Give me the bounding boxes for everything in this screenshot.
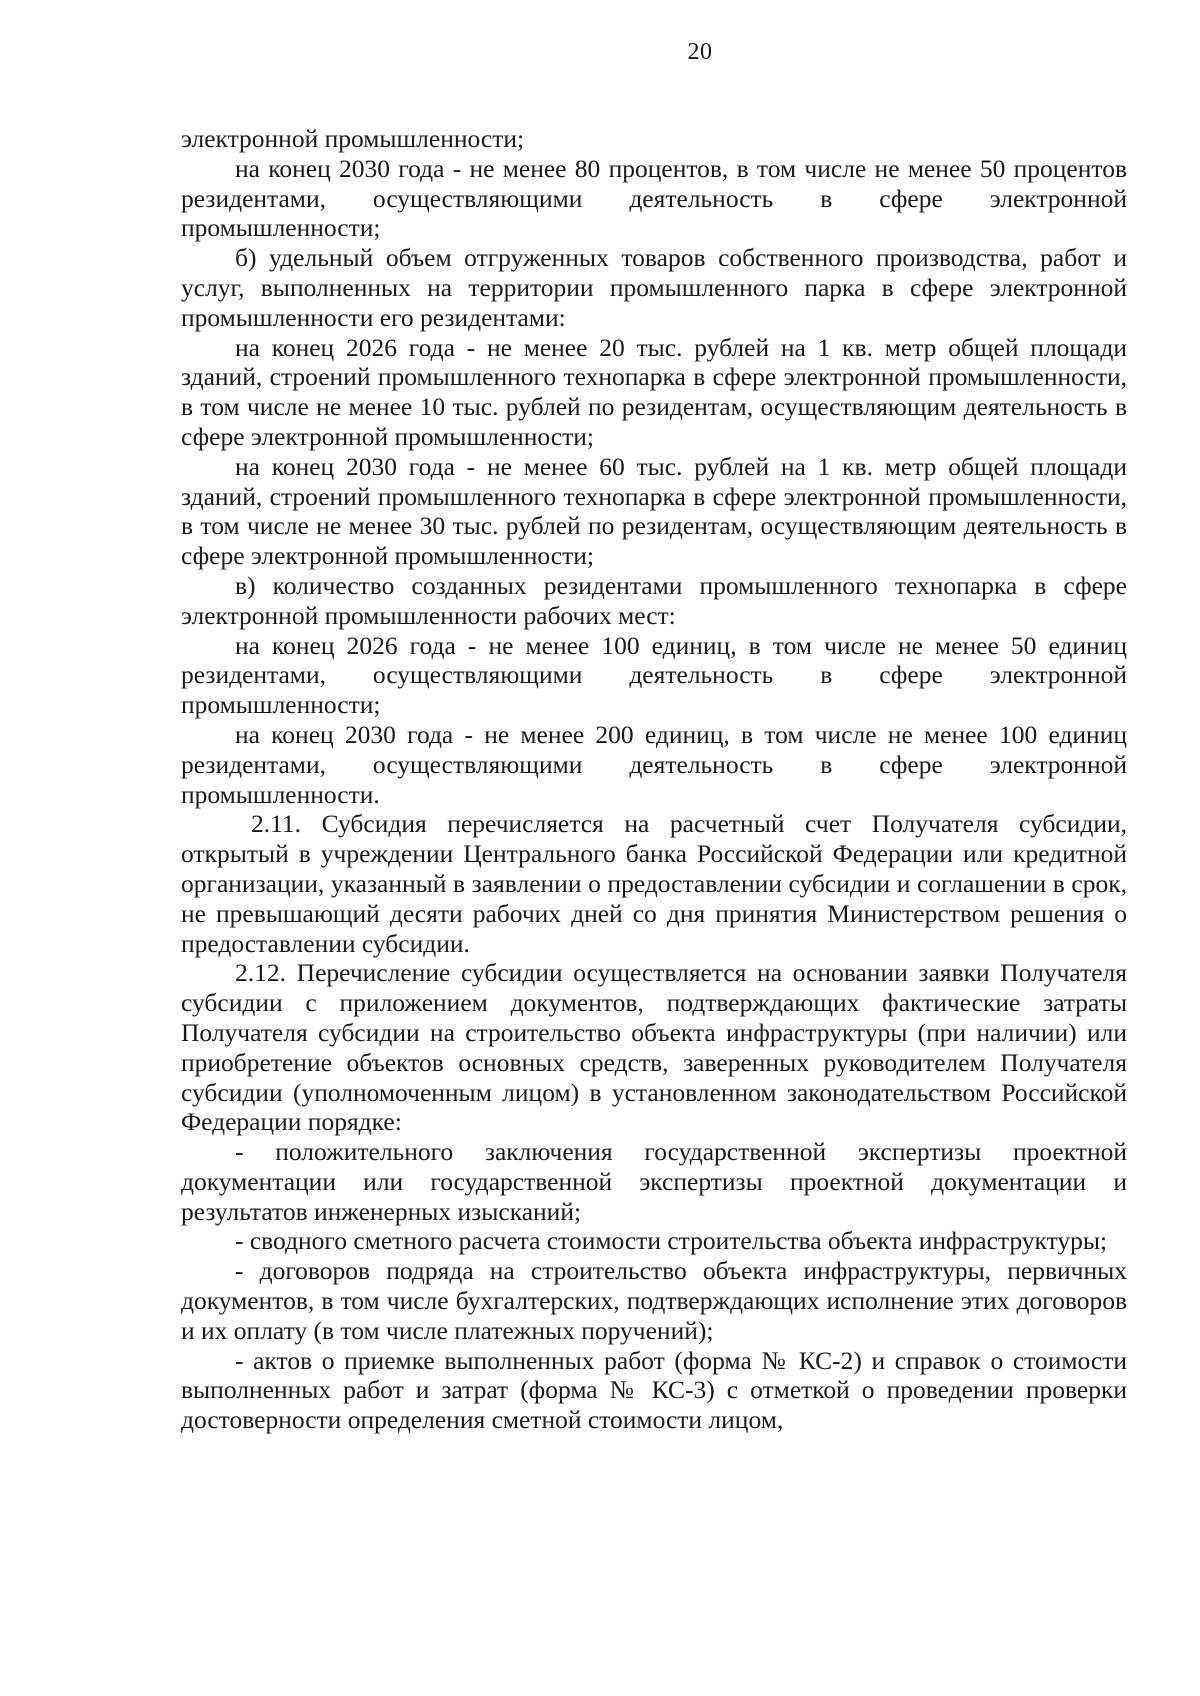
paragraph: на конец 2030 года - не менее 60 тыс. рублей на 1 кв. метр общей площади зданий, строений промышленного технопарка в сфере электронной промышленности, в том числе не менее 30 тыс. рублей по резидентам, осуществляющим деятельность в сфере электронной промышленности; <box>181 451 1127 571</box>
paragraph: на конец 2030 года - не менее 80 процентов, в том числе не менее 50 процентов резидентами, осуществляющими деятельность в сфере электронной промышленности; <box>181 153 1127 243</box>
list-item: - сводного сметного расчета стоимости строительства объекта инфраструктуры; <box>235 1226 1108 1256</box>
paragraph: на конец 2026 года - не менее 20 тыс. рублей на 1 кв. метр общей площади зданий, строений промышленного технопарка в сфере электронной промышленности, в том числе не менее 10 тыс. рублей по резидентам, осуществляющим деятельность в сфере электронной промышленности; <box>181 332 1127 451</box>
list-item: - положительного заключения государственной экспертизы проектной документации или государственной экспертизы проектной документации и результатов инженерных изысканий; <box>181 1137 1127 1226</box>
section-paragraph-2-11: 2.11. Субсидия перечисляется на расчетный счет Получателя субсидии, открытый в учреждении Центрального банка Российской Федерации или кредитной организации, указанный в заявлении о предоставлении субсидии и соглашении в срок, не превышающий десяти рабочих дней со дня принятия Министерством решения о предоставлении субсидии. <box>181 809 1127 958</box>
paragraph: на конец 2026 года - не менее 100 единиц, в том числе не менее 50 единиц резидентами, осуществляющими деятельность в сфере электронной промышленности; <box>181 630 1127 720</box>
document-body <box>181 124 1127 1435</box>
paragraph: б) удельный объем отгруженных товаров собственного производства, работ и услуг, выполненных на территории промышленного парка в сфере электронной промышленности его резидентами: <box>181 243 1127 332</box>
paragraph: на конец 2030 года - не менее 200 единиц, в том числе не менее 100 единиц резидентами, осуществляющими деятельность в сфере электронной промышленности. <box>181 719 1127 809</box>
paragraph: в) количество созданных резидентами промышленного технопарка в сфере электронной промышленности рабочих мест: <box>181 570 1127 630</box>
list-item: - договоров подряда на строительство объекта инфраструктуры, первичных документов, в том числе бухгалтерских, подтверждающих исполнение этих договоров и их оплату (в том числе платежных поручений); <box>181 1256 1127 1345</box>
paragraph: электронной промышленности; <box>181 124 525 153</box>
section-paragraph-2-12: 2.12. Перечисление субсидии осуществляется на основании заявки Получателя субсидии с приложением документов, подтверждающих фактические затраты Получателя субсидии на строительство объекта инфраструктуры (при наличии) или приобретение объектов основных средств, заверенных руководителем Получателя субсидии (уполномоченным лицом) в установленном законодательством Российской Федерации порядке: <box>181 958 1127 1137</box>
list-item: - актов о приемке выполненных работ (форма № КС-2) и справок о стоимости выполненных работ и затрат (форма № КС-3) с отметкой о проведении проверки достоверности определения сметной стоимости лицом, <box>181 1345 1127 1435</box>
page-number: 20 <box>687 39 713 65</box>
